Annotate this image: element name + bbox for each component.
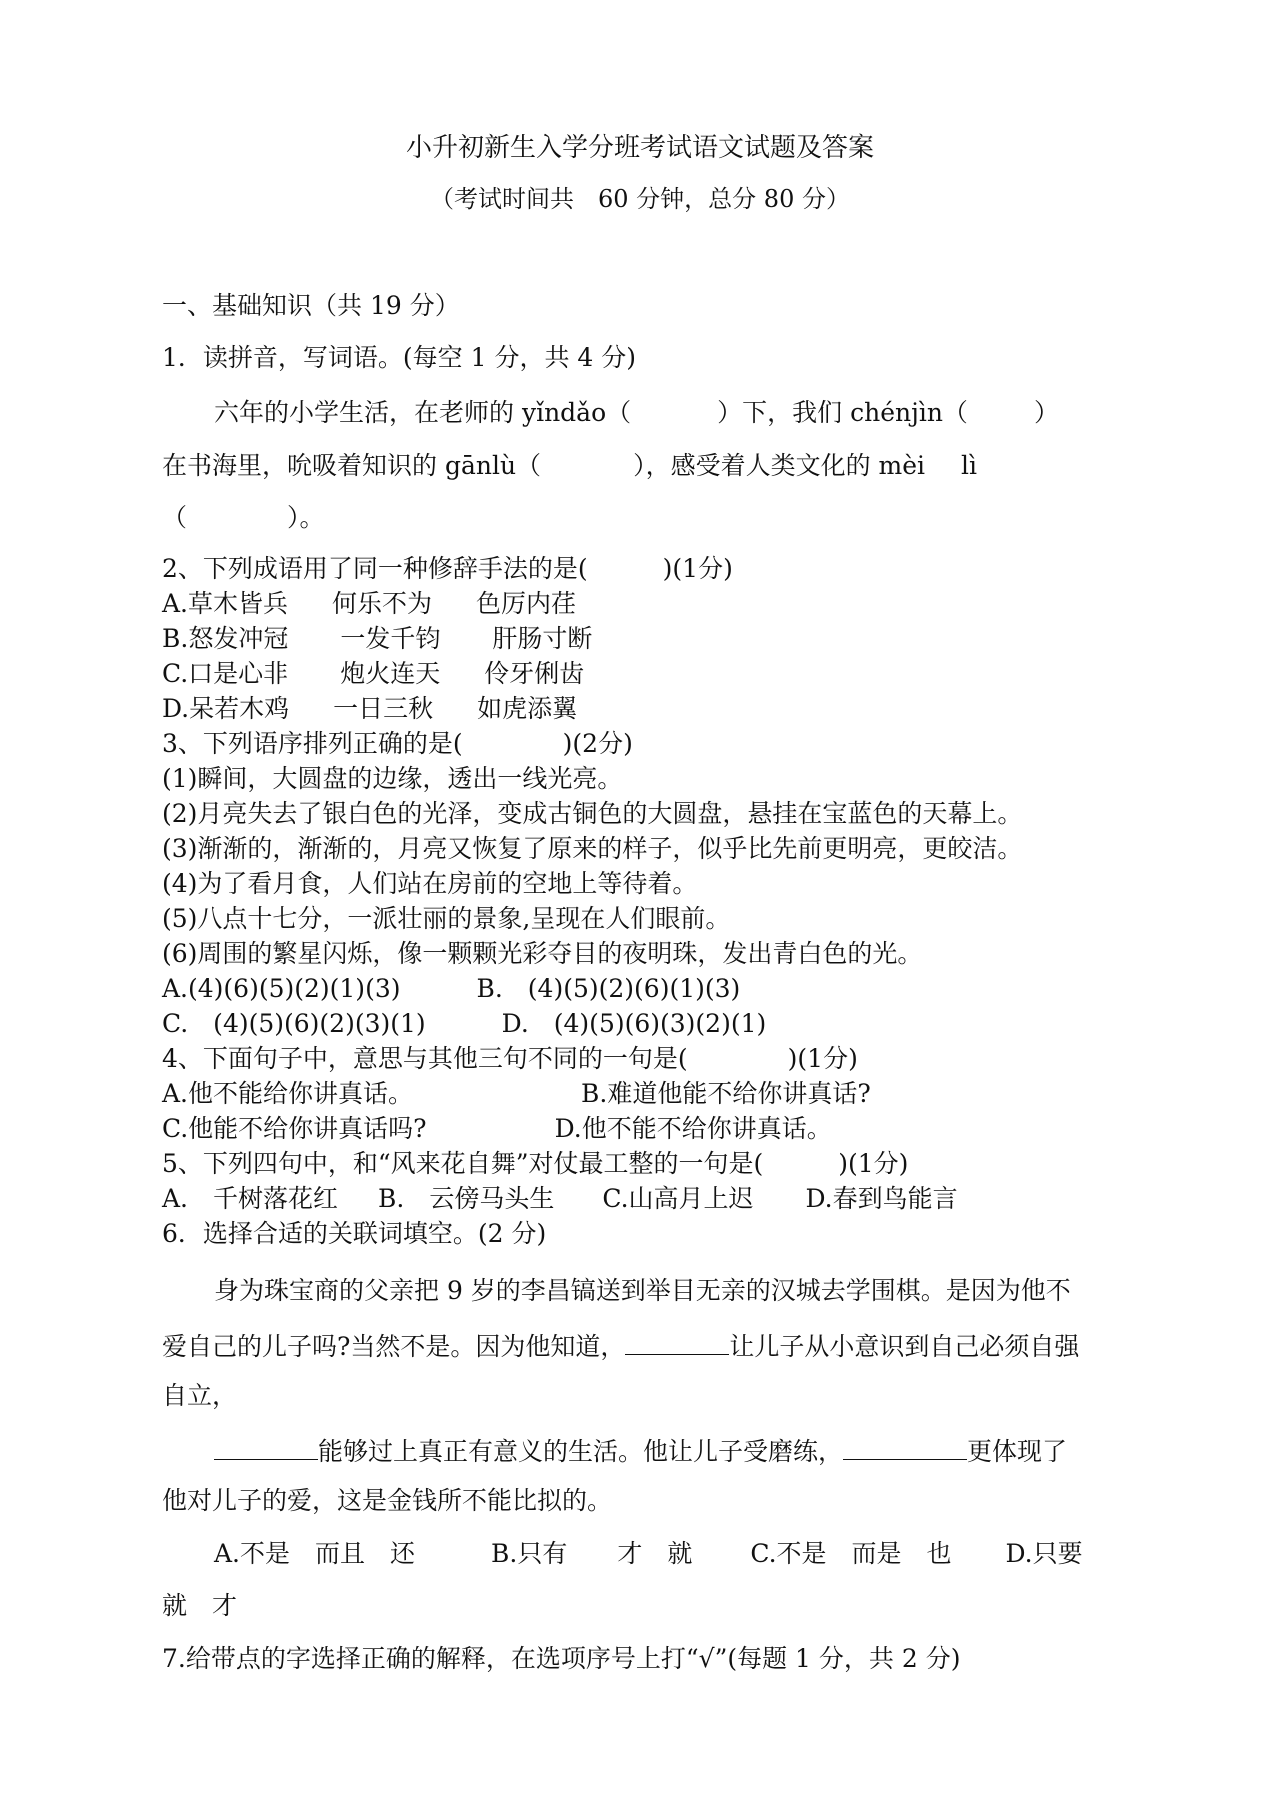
question-3-sentence-4: (4)为了看月食，人们站在房前的空地上等待着。 (162, 869, 698, 898)
question-6-option-d-continued: 就 才 (162, 1591, 238, 1620)
question-5-prompt: 5、下列四句中，和“风来花自舞”对仗最工整的一句是( )(1分) (162, 1149, 909, 1178)
section-heading: 一、基础知识（共 19 分） (162, 291, 460, 320)
question-6-para-line-5: 他对儿子的爱，这是金钱所不能比拟的。 (162, 1486, 613, 1515)
question-3-sentence-6: (6)周围的繁星闪烁，像一颗颗光彩夺目的夜明珠，发出青白色的光。 (162, 939, 923, 968)
question-6-para-line-2: 爱自己的儿子吗?当然不是。因为他知道， 让儿子从小意识到自己必须自强 (162, 1328, 1132, 1363)
question-1-line-3: （ ）。 (162, 503, 325, 532)
page-title: 小升初新生入学分班考试语文试题及答案 (405, 133, 874, 163)
answer-blank-3[interactable] (843, 1433, 967, 1460)
question-7-prompt: 7.给带点的字选择正确的解释，在选项序号上打“√”(每题 1 分，共 2 分) (162, 1644, 961, 1673)
question-6-options: A.不是 而且 还 B.只有 才 就 C.不是 而是 也 D.只要 (214, 1539, 1083, 1568)
question-3-sentence-5: (5)八点十七分，一派壮丽的景象,呈现在人们眼前。 (162, 904, 731, 933)
question-1-line-2: 在书海里，吮吸着知识的 gānlù（ ），感受着人类文化的 mèi lì (162, 451, 978, 480)
question-6-para-line-1: 身为珠宝商的父亲把 9 岁的李昌镐送到举目无亲的汉城去学围棋。是因为他不 (214, 1276, 1071, 1305)
answer-blank-2[interactable] (214, 1433, 318, 1460)
question-5-options: A. 千树落花红 B. 云傍马头生 C.山高月上迟 D.春到鸟能言 (162, 1184, 958, 1213)
question-3-prompt: 3、下列语序排列正确的是( )(2分) (162, 729, 633, 758)
question-2-option-b: B.怒发冲冠 一发千钧 肝肠寸断 (162, 624, 593, 653)
question-3-sentence-2: (2)月亮失去了银白色的光泽，变成古铜色的大圆盘，悬挂在宝蓝色的天幕上。 (162, 799, 1023, 828)
question-3-options-ab: A.(4)(6)(5)(2)(1)(3) B. (4)(5)(2)(6)(1)(3) (162, 974, 741, 1003)
question-3-sentence-1: (1)瞬间，大圆盘的边缘，透出一线光亮。 (162, 764, 623, 793)
question-2-prompt: 2、下列成语用了同一种修辞手法的是( )(1分) (162, 554, 733, 583)
question-2-option-d: D.呆若木鸡 一日三秋 如虎添翼 (162, 694, 578, 723)
answer-blank-1[interactable] (625, 1328, 729, 1355)
question-2-option-a: A.草木皆兵 何乐不为 色厉内荏 (162, 589, 577, 618)
question-6-para-line-3: 自立， (162, 1381, 238, 1410)
question-4-prompt: 4、下面句子中，意思与其他三句不同的一句是( )(1分) (162, 1044, 858, 1073)
question-4-options-ab: A.他不能给你讲真话。 B.难道他能不给你讲真话? (162, 1079, 871, 1108)
page-subtitle: （考试时间共 60 分钟，总分 80 分） (430, 185, 850, 213)
question-3-options-cd: C. (4)(5)(6)(2)(3)(1) D. (4)(5)(6)(3)(2)(1) (162, 1009, 767, 1038)
question-2-option-c: C.口是心非 炮火连天 伶牙俐齿 (162, 659, 585, 688)
question-1-prompt: 1．读拼音，写词语。(每空 1 分，共 4 分) (162, 343, 637, 372)
question-6-prompt: 6．选择合适的关联词填空。(2 分) (162, 1219, 547, 1248)
question-4-options-cd: C.他能不给你讲真话吗? D.他不能不给你讲真话。 (162, 1114, 832, 1143)
question-1-line-1: 六年的小学生活，在老师的 yǐndǎo（ ）下，我们 chénjìn（ ） (214, 398, 1059, 427)
question-3-sentence-3: (3)渐渐的，渐渐的，月亮又恢复了原来的样子，似乎比先前更明亮，更皎洁。 (162, 834, 1023, 863)
question-6-para-line-4: 能够过上真正有意义的生活。他让儿子受磨练， 更体现了 (214, 1433, 1184, 1468)
